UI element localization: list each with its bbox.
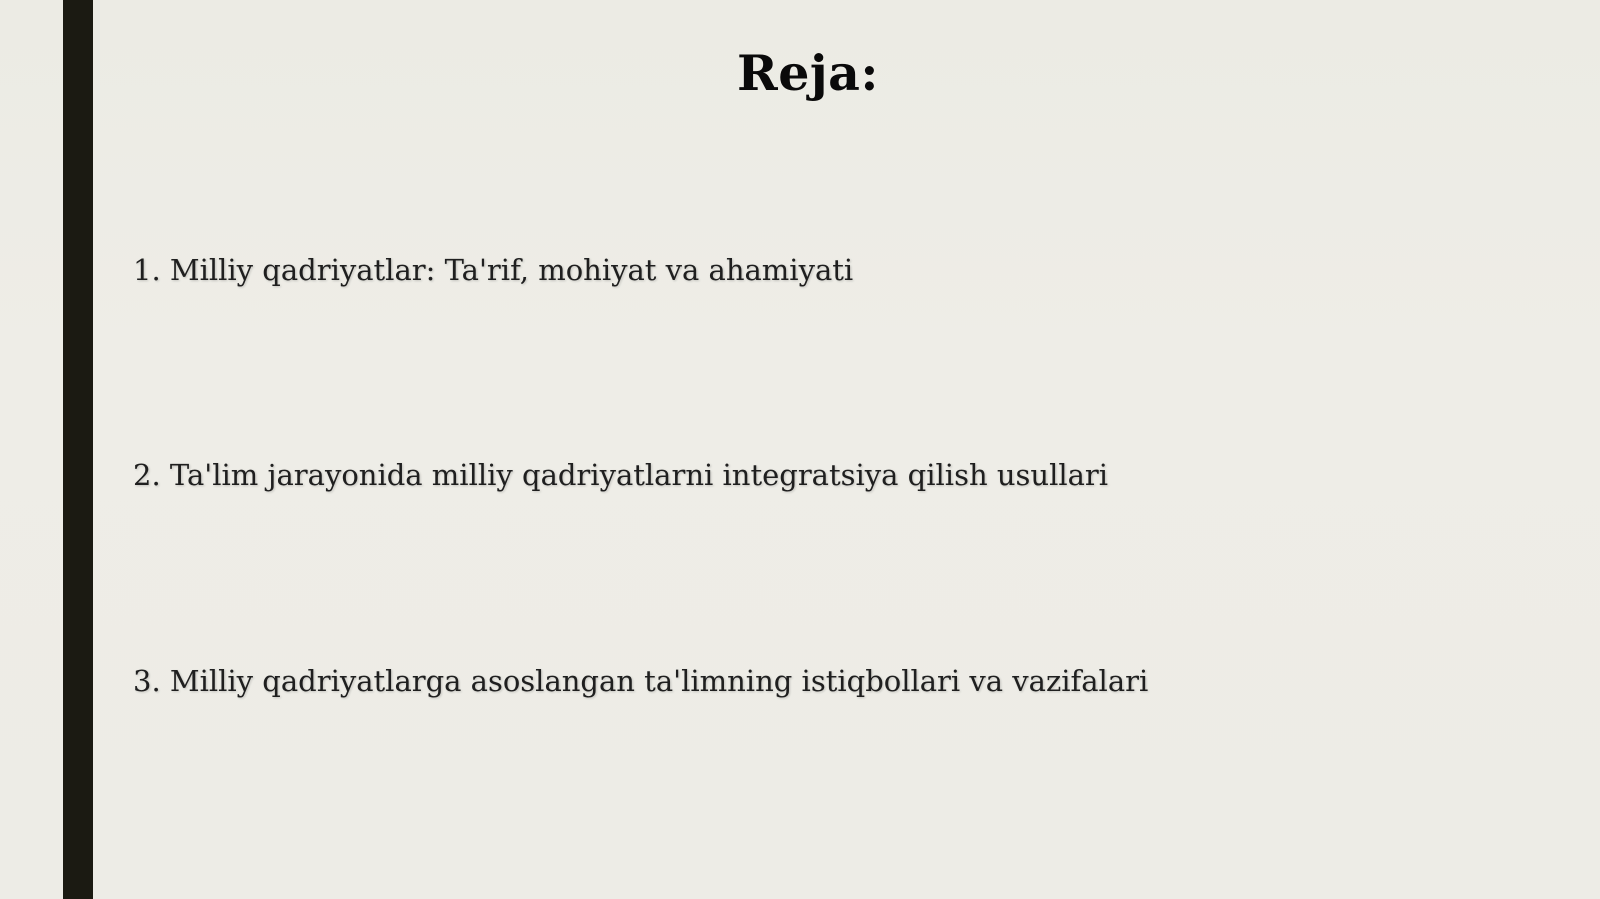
plan-item-1: 1. Milliy qadriyatlar: Ta'rif, mohiyat va ahamiyati [133,253,854,287]
plan-item-2: 2. Ta'lim jarayonida milliy qadriyatlarni integratsiya qilish usullari [133,458,1109,492]
plan-item-3: 3. Milliy qadriyatlarga asoslangan ta'limning istiqbollari va vazifalari [133,664,1149,698]
accent-bar [63,0,93,899]
slide-title: Reja: [737,44,879,102]
